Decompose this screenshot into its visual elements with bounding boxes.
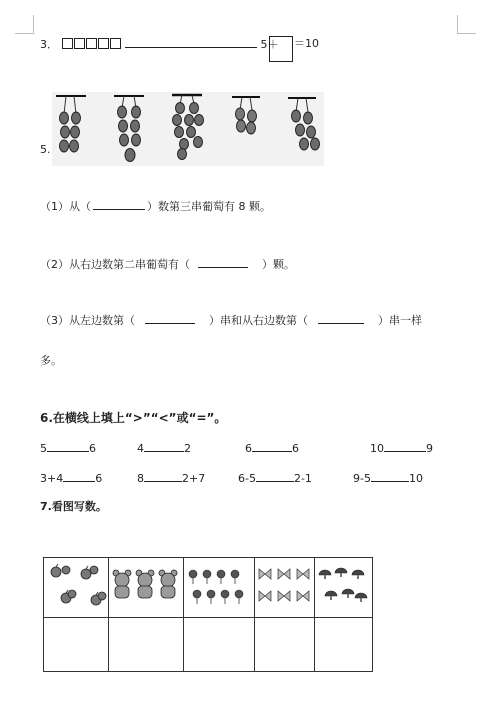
compare-item	[40, 471, 102, 486]
answer-cell[interactable]	[109, 618, 184, 672]
compare-right: 2+7	[182, 472, 206, 485]
compare-item	[245, 441, 299, 456]
grapes-image	[52, 92, 324, 166]
q5-sub2-suffix: ）颗。	[262, 258, 295, 271]
answer-line[interactable]	[198, 257, 248, 268]
compare-item	[137, 441, 191, 456]
picture-row	[44, 558, 373, 618]
answer-line[interactable]	[252, 441, 292, 452]
compare-item	[353, 471, 423, 486]
answer-line[interactable]	[144, 441, 184, 452]
blank-box	[86, 38, 97, 49]
picture-cell-bears	[109, 558, 184, 618]
butterfly-icon	[255, 558, 314, 613]
compare-left: 8	[137, 472, 144, 485]
compare-right: 9	[426, 442, 433, 455]
compare-left: 10	[370, 442, 384, 455]
compare-left: 3+4	[40, 472, 64, 485]
compare-left: 5	[40, 442, 47, 455]
q5-sub1-suffix: ）数第三串葡萄有 8 颗。	[147, 200, 271, 213]
sunflower-icon	[184, 558, 254, 613]
bear-icon	[109, 558, 183, 613]
q5-sub3-continuation: 多。	[40, 354, 62, 367]
compare-item	[40, 441, 96, 456]
blank-box	[110, 38, 121, 49]
corner-mark-top-left	[15, 15, 34, 34]
answer-cell[interactable]	[315, 618, 373, 672]
equation-right: ＝10	[294, 37, 319, 50]
compare-right: 6	[292, 442, 299, 455]
answer-row	[44, 618, 373, 672]
q5-sub3-prefix: （3）从左边数第（	[40, 314, 135, 327]
blank-box	[98, 38, 109, 49]
answer-cell[interactable]	[44, 618, 109, 672]
picture-cell-mushrooms	[315, 558, 373, 618]
compare-left: 6-5	[238, 472, 256, 485]
picture-cell-apples	[44, 558, 109, 618]
blank-box	[74, 38, 85, 49]
picture-cell-butterflies	[255, 558, 315, 618]
compare-left: 4	[137, 442, 144, 455]
q5-sub3-suffix: ）串一样	[378, 314, 422, 327]
q5-sub1-prefix: （1）从（	[40, 200, 91, 213]
compare-item	[370, 441, 433, 456]
picture-cell-sunflowers	[184, 558, 255, 618]
question-5-number: 5.	[40, 143, 51, 156]
compare-item	[238, 471, 312, 486]
blank-box	[62, 38, 73, 49]
answer-cell[interactable]	[184, 618, 255, 672]
answer-line[interactable]	[47, 441, 89, 452]
compare-right: 6	[89, 442, 96, 455]
q5-sub2	[40, 257, 295, 272]
compare-left: 6	[245, 442, 252, 455]
q5-sub2-prefix: （2）从右边数第二串葡萄有（	[40, 258, 190, 271]
answer-line[interactable]	[93, 199, 145, 210]
q5-sub3-middle: ）串和从右边数第（	[209, 314, 308, 327]
compare-right: 10	[408, 472, 423, 485]
answer-line[interactable]	[318, 313, 364, 324]
apple-icon	[44, 558, 108, 613]
answer-line[interactable]	[384, 441, 426, 452]
compare-right: 2	[184, 442, 191, 455]
answer-line[interactable]	[144, 471, 182, 482]
answer-line[interactable]	[371, 471, 409, 482]
answer-line[interactable]	[63, 471, 95, 482]
question-3	[40, 37, 279, 52]
compare-right: 2-1	[293, 472, 312, 485]
question-7-title: 7.看图写数。	[40, 500, 107, 513]
question-6-title: 6.在横线上填上“>”“<”或“=”。	[40, 411, 227, 425]
equation-left: 5＋	[260, 38, 279, 51]
q5-sub3	[40, 313, 422, 328]
mushroom-icon	[315, 558, 372, 613]
corner-mark-top-right	[457, 15, 476, 34]
compare-item	[137, 471, 205, 486]
picture-count-table	[43, 557, 373, 672]
compare-right: 6	[95, 472, 103, 485]
q5-sub1	[40, 199, 271, 214]
question-3-number: 3．	[40, 38, 58, 51]
answer-line[interactable]	[256, 471, 294, 482]
answer-line[interactable]	[145, 313, 195, 324]
answer-box[interactable]	[269, 36, 293, 62]
answer-line[interactable]	[125, 37, 257, 48]
compare-left: 9-5	[353, 472, 371, 485]
answer-cell[interactable]	[255, 618, 315, 672]
